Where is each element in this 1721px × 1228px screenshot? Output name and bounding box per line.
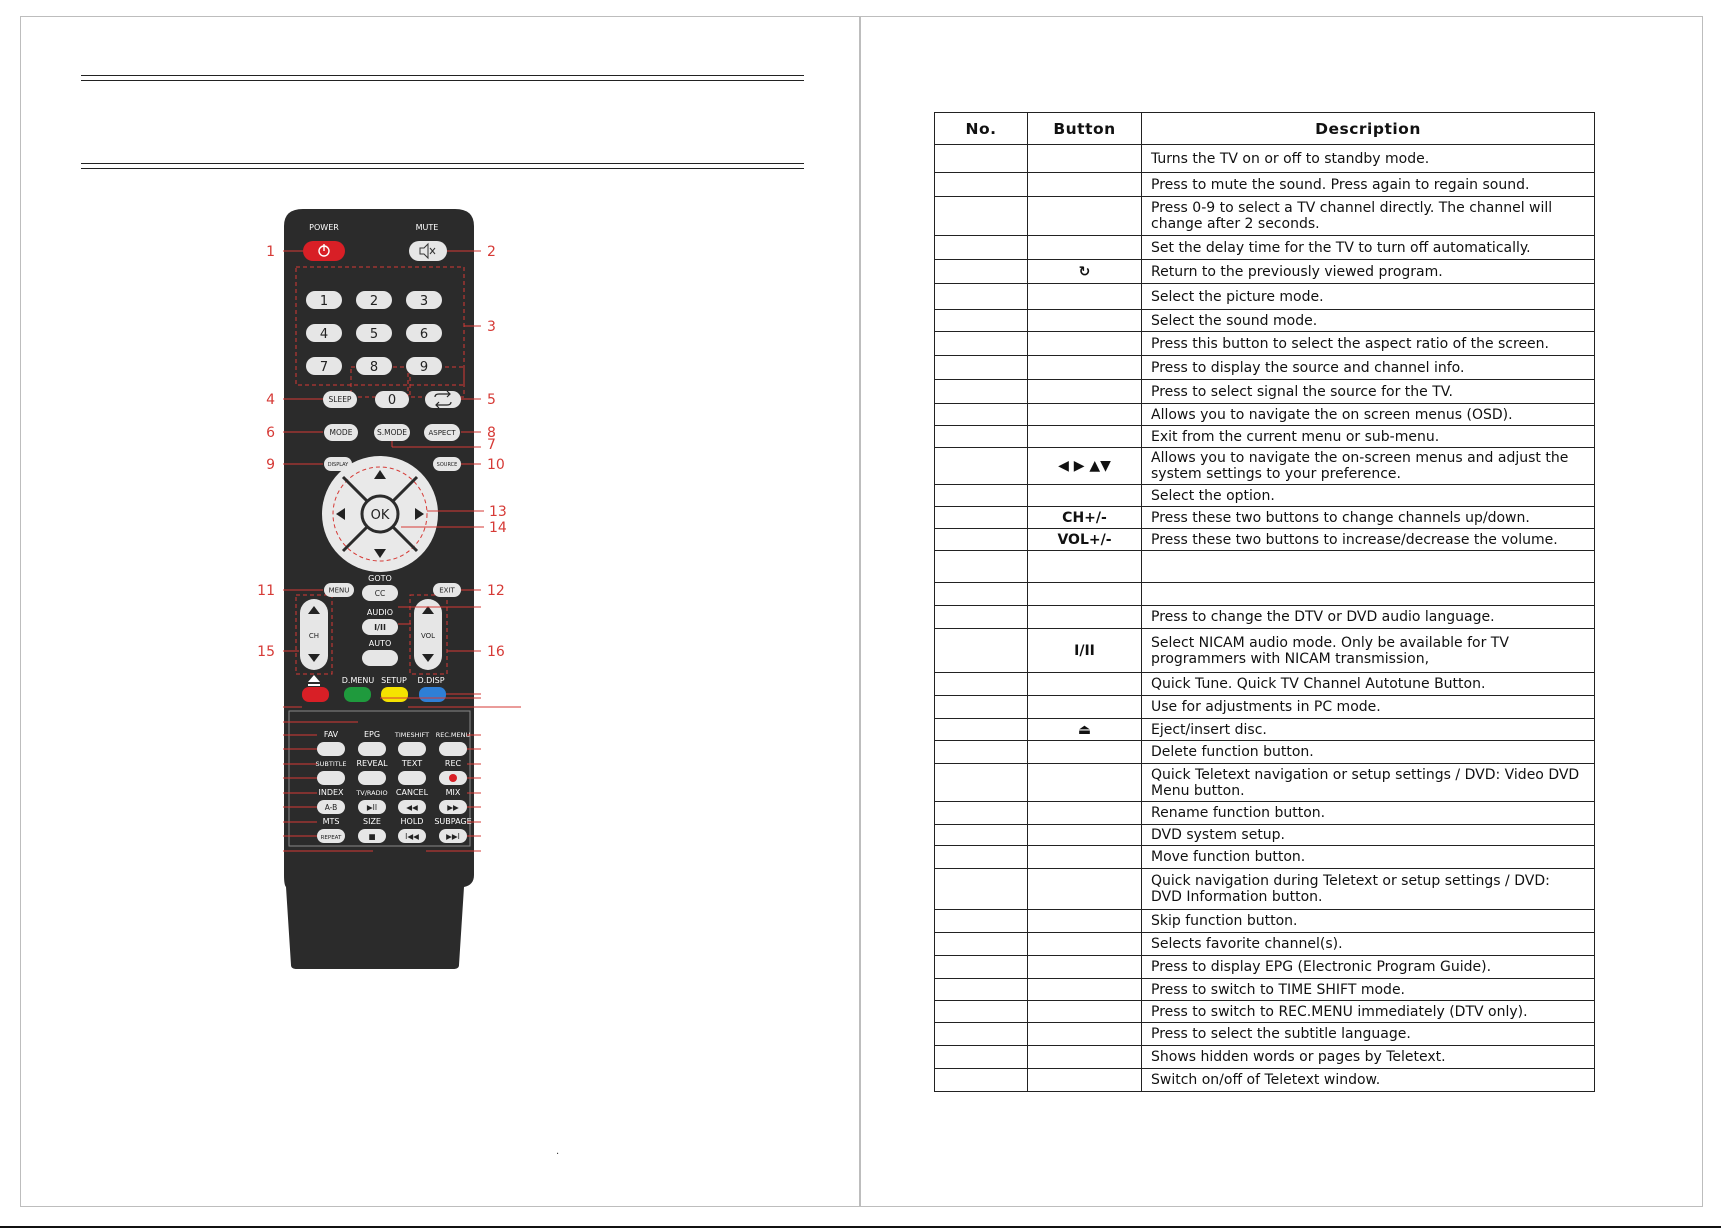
- row-number: [935, 404, 1028, 426]
- row-button: [1028, 1046, 1142, 1069]
- row-description: Press 0-9 to select a TV channel directly. The channel will change after 2 seconds.: [1142, 197, 1595, 236]
- grid-button[interactable]: [358, 742, 386, 756]
- table-row: [935, 426, 1595, 448]
- exit-button-label: EXIT: [439, 586, 455, 595]
- callout-number: 8: [487, 425, 496, 441]
- row-button: [1028, 145, 1142, 173]
- row-number: [935, 583, 1028, 606]
- callout-number: 11: [257, 583, 275, 599]
- row-number: [935, 1046, 1028, 1069]
- row-description: Skip function button.: [1142, 910, 1595, 933]
- grid-glyph: ▶▶I: [446, 832, 460, 841]
- callout-number: 10: [487, 457, 505, 473]
- mode-button-label: MODE: [329, 428, 353, 438]
- callout-number: 4: [266, 392, 275, 408]
- row-button: [1028, 869, 1142, 910]
- row-description: Press to select the subtitle language.: [1142, 1023, 1595, 1046]
- row-number: [935, 1069, 1028, 1092]
- row-number: [935, 802, 1028, 825]
- audio-label: AUDIO: [366, 608, 394, 617]
- callout-number: 15: [257, 644, 275, 660]
- row-number: [935, 485, 1028, 507]
- row-button: ◀ ▶ ▲▼: [1028, 448, 1142, 485]
- callout-number: 3: [487, 319, 496, 335]
- table-row: [935, 197, 1595, 236]
- table-row: [935, 404, 1595, 426]
- power-label: POWER: [309, 223, 339, 232]
- row-description: Move function button.: [1142, 846, 1595, 869]
- table-row: [935, 629, 1595, 673]
- row-number: [935, 825, 1028, 846]
- table-row: [935, 551, 1595, 583]
- row-button: [1028, 426, 1142, 448]
- row-button: [1028, 380, 1142, 404]
- row-button: [1028, 933, 1142, 956]
- table-row: [935, 802, 1595, 825]
- green-button: [344, 687, 371, 702]
- callout-number: 12: [487, 583, 505, 599]
- row-number: [935, 551, 1028, 583]
- row-button: [1028, 1001, 1142, 1023]
- row-number: [935, 741, 1028, 764]
- table-row: [935, 673, 1595, 696]
- callout-number: 14: [489, 520, 507, 536]
- table-row: [935, 764, 1595, 802]
- grid-label: TEXT: [401, 759, 423, 768]
- table-row: [935, 719, 1595, 741]
- row-description: Delete function button.: [1142, 741, 1595, 764]
- row-description: Switch on/off of Teletext window.: [1142, 1069, 1595, 1092]
- row-number: [935, 507, 1028, 529]
- grid-label: SUBPAGE: [434, 817, 472, 826]
- table-row: [935, 979, 1595, 1001]
- row-button: [1028, 846, 1142, 869]
- callout-number: 1: [266, 244, 275, 260]
- digit-label: 2: [369, 294, 379, 309]
- row-number: [935, 764, 1028, 802]
- table-row: [935, 1023, 1595, 1046]
- grid-button[interactable]: [439, 742, 467, 756]
- callout-number: 16: [487, 644, 505, 660]
- row-description: Use for adjustments in PC mode.: [1142, 696, 1595, 719]
- row-description: Select NICAM audio mode. Only be available for TV programmers with NICAM transmission,: [1142, 629, 1595, 673]
- row-description: Selects favorite channel(s).: [1142, 933, 1595, 956]
- grid-glyph: ▶II: [366, 803, 378, 812]
- row-button: [1028, 956, 1142, 979]
- digit-label: 6: [419, 327, 429, 342]
- grid-glyph: ▶▶: [447, 803, 459, 812]
- table-row: [935, 284, 1595, 310]
- sleep-button-label: SLEEP: [328, 395, 352, 405]
- row-number: [935, 197, 1028, 236]
- red-button: [302, 687, 329, 702]
- source-button-label: SOURCE: [436, 461, 458, 468]
- row-number: [935, 380, 1028, 404]
- button-description-table: [934, 112, 1595, 1092]
- grid-glyph: A-B: [324, 803, 338, 812]
- row-button: [1028, 310, 1142, 332]
- row-button: I/II: [1028, 629, 1142, 673]
- display-button-label: DISPLAY: [327, 461, 349, 468]
- grid-label: TV/RADIO: [356, 789, 388, 797]
- digit-label: 9: [419, 360, 429, 375]
- header-description: Description: [1142, 113, 1595, 145]
- row-button: [1028, 236, 1142, 260]
- row-number: [935, 356, 1028, 380]
- row-description: Turns the TV on or off to standby mode.: [1142, 145, 1595, 173]
- row-button: [1028, 356, 1142, 380]
- table-row: [935, 485, 1595, 507]
- ddisp-label: D.DISP: [417, 676, 445, 685]
- grid-label: EPG: [363, 730, 381, 739]
- row-description: Select the sound mode.: [1142, 310, 1595, 332]
- table-row: [935, 236, 1595, 260]
- row-button: [1028, 332, 1142, 356]
- setup-label: SETUP: [381, 676, 407, 685]
- table-row: [935, 846, 1595, 869]
- grid-glyph: ■: [368, 832, 376, 841]
- yellow-button: [381, 687, 408, 702]
- digit-label: 1: [319, 294, 329, 309]
- row-description: [1142, 583, 1595, 606]
- row-number: [935, 910, 1028, 933]
- callout-number: 9: [266, 457, 275, 473]
- row-description: Quick Tune. Quick TV Channel Autotune Button.: [1142, 673, 1595, 696]
- grid-glyph: ◀◀: [406, 803, 418, 812]
- row-description: Eject/insert disc.: [1142, 719, 1595, 741]
- row-number: [935, 426, 1028, 448]
- row-button: [1028, 979, 1142, 1001]
- table-row: [935, 741, 1595, 764]
- callout-number: 7: [487, 437, 496, 453]
- digit-button-0-label: 0: [387, 393, 397, 409]
- grid-label: REVEAL: [356, 759, 388, 768]
- grid-label: MIX: [445, 788, 461, 797]
- digit-label: 5: [369, 327, 379, 342]
- vol-label: VOL: [420, 632, 436, 640]
- auto-label: AUTO: [368, 639, 392, 648]
- ch-label: CH: [308, 632, 320, 640]
- table-row: [935, 1046, 1595, 1069]
- row-description: Shows hidden words or pages by Teletext.: [1142, 1046, 1595, 1069]
- row-button: [1028, 741, 1142, 764]
- row-description: Press to select signal the source for the TV.: [1142, 380, 1595, 404]
- row-number: [935, 529, 1028, 551]
- row-number: [935, 956, 1028, 979]
- row-description: Select the option.: [1142, 485, 1595, 507]
- table-row: [935, 145, 1595, 173]
- row-number: [935, 284, 1028, 310]
- callout-number: 2: [487, 244, 496, 260]
- row-description: Rename function button.: [1142, 802, 1595, 825]
- grid-button[interactable]: [317, 771, 345, 785]
- row-description: Quick Teletext navigation or setup settings / DVD: Video DVD Menu button.: [1142, 764, 1595, 802]
- header-no: No.: [935, 113, 1028, 145]
- row-description: Allows you to navigate the on screen menus (OSD).: [1142, 404, 1595, 426]
- callout-number: 5: [487, 392, 496, 408]
- row-number: [935, 173, 1028, 197]
- table-row: [935, 356, 1595, 380]
- row-button: [1028, 825, 1142, 846]
- table-row: [935, 956, 1595, 979]
- row-description: [1142, 551, 1595, 583]
- cc-label: CC: [374, 589, 386, 598]
- grid-label: MTS: [322, 817, 340, 826]
- row-number: [935, 606, 1028, 629]
- i-ii-label: I/II: [374, 623, 386, 632]
- row-number: [935, 979, 1028, 1001]
- callout-number: 13: [489, 504, 507, 520]
- smode-button-label: S.MODE: [376, 428, 408, 438]
- row-description: Press to switch to REC.MENU immediately (DTV only).: [1142, 1001, 1595, 1023]
- digit-label: 4: [319, 327, 329, 342]
- table-row: [935, 910, 1595, 933]
- row-description: Return to the previously viewed program.: [1142, 260, 1595, 284]
- table-row: [935, 332, 1595, 356]
- row-number: [935, 719, 1028, 741]
- row-description: Press to display EPG (Electronic Program Guide).: [1142, 956, 1595, 979]
- row-button: [1028, 551, 1142, 583]
- auto-button: [362, 650, 398, 666]
- row-button: ⏏: [1028, 719, 1142, 741]
- digit-label: 7: [319, 360, 329, 375]
- grid-label: SIZE: [363, 817, 381, 826]
- row-button: [1028, 1069, 1142, 1092]
- aspect-button-label: ASPECT: [428, 429, 456, 438]
- table-row: [935, 869, 1595, 910]
- row-description: Press to change the DTV or DVD audio language.: [1142, 606, 1595, 629]
- grid-label: REC.MENU: [435, 731, 471, 739]
- row-number: [935, 310, 1028, 332]
- grid-glyph: I◀◀: [405, 832, 419, 841]
- row-number: [935, 846, 1028, 869]
- table-row: [935, 1001, 1595, 1023]
- row-description: Allows you to navigate the on-screen menus and adjust the system settings to your preference.: [1142, 448, 1595, 485]
- row-number: [935, 1001, 1028, 1023]
- row-button: [1028, 1023, 1142, 1046]
- row-description: Exit from the current menu or sub-menu.: [1142, 426, 1595, 448]
- right-page: [860, 16, 1703, 1207]
- table-row: [935, 825, 1595, 846]
- row-description: Press to mute the sound. Press again to regain sound.: [1142, 173, 1595, 197]
- grid-button[interactable]: [398, 771, 426, 785]
- row-description: Select the picture mode.: [1142, 284, 1595, 310]
- row-button: [1028, 606, 1142, 629]
- grid-label: TIMESHIFT: [394, 731, 430, 739]
- row-button: [1028, 583, 1142, 606]
- row-number: [935, 145, 1028, 173]
- row-number: [935, 696, 1028, 719]
- table-row: [935, 448, 1595, 485]
- table-row: [935, 529, 1595, 551]
- row-number: [935, 933, 1028, 956]
- digit-label: 3: [419, 294, 429, 309]
- row-description: Press these two buttons to increase/decrease the volume.: [1142, 529, 1595, 551]
- grid-label: FAV: [323, 730, 339, 739]
- digit-label: 8: [369, 360, 379, 375]
- row-number: [935, 260, 1028, 284]
- goto-label: GOTO: [368, 574, 392, 583]
- mute-label: MUTE: [415, 223, 439, 232]
- grid-button[interactable]: [317, 742, 345, 756]
- menu-button-label: MENU: [328, 586, 350, 595]
- row-description: Press these two buttons to change channels up/down.: [1142, 507, 1595, 529]
- remote-control-figure: [21, 17, 861, 1208]
- header-button: Button: [1028, 113, 1142, 145]
- row-number: [935, 673, 1028, 696]
- table-row: [935, 507, 1595, 529]
- row-number: [935, 236, 1028, 260]
- table-row: [935, 696, 1595, 719]
- table-row: [935, 1069, 1595, 1092]
- callout-number: 6: [266, 425, 275, 441]
- row-button: [1028, 802, 1142, 825]
- row-button: CH+/-: [1028, 507, 1142, 529]
- row-description: Press to display the source and channel info.: [1142, 356, 1595, 380]
- table-row: [935, 260, 1595, 284]
- table-row: [935, 606, 1595, 629]
- row-button: [1028, 910, 1142, 933]
- grid-label: SUBTITLE: [315, 760, 347, 768]
- grid-button[interactable]: [358, 771, 386, 785]
- row-number: [935, 1023, 1028, 1046]
- row-button: [1028, 696, 1142, 719]
- row-button: [1028, 284, 1142, 310]
- footer-dot: .: [556, 1146, 560, 1157]
- grid-button[interactable]: [398, 742, 426, 756]
- row-description: Set the delay time for the TV to turn off automatically.: [1142, 236, 1595, 260]
- grid-label: INDEX: [318, 788, 344, 797]
- row-button: [1028, 673, 1142, 696]
- row-button: [1028, 404, 1142, 426]
- table-row: [935, 583, 1595, 606]
- row-description: Quick navigation during Teletext or setup settings / DVD: DVD Information button.: [1142, 869, 1595, 910]
- row-description: DVD system setup.: [1142, 825, 1595, 846]
- blue-button: [419, 687, 446, 702]
- grid-label: HOLD: [400, 817, 424, 826]
- ok-label: OK: [370, 508, 390, 523]
- row-number: [935, 869, 1028, 910]
- row-button: ↻: [1028, 260, 1142, 284]
- table-row: [935, 380, 1595, 404]
- grid-label: REC: [444, 759, 462, 768]
- table-row: [935, 173, 1595, 197]
- row-number: [935, 448, 1028, 485]
- table-row: [935, 310, 1595, 332]
- row-button: VOL+/-: [1028, 529, 1142, 551]
- grid-label: CANCEL: [395, 788, 429, 797]
- row-number: [935, 629, 1028, 673]
- digit-buttons: [306, 291, 442, 375]
- grid-glyph: REPEAT: [320, 835, 342, 841]
- row-button: [1028, 764, 1142, 802]
- table-row: [935, 933, 1595, 956]
- row-number: [935, 332, 1028, 356]
- row-button: [1028, 197, 1142, 236]
- row-button: [1028, 485, 1142, 507]
- rec-dot-icon: [449, 774, 457, 782]
- row-description: Press this button to select the aspect ratio of the screen.: [1142, 332, 1595, 356]
- row-button: [1028, 173, 1142, 197]
- left-page: [20, 16, 860, 1207]
- row-description: Press to switch to TIME SHIFT mode.: [1142, 979, 1595, 1001]
- dmenu-label: D.MENU: [341, 676, 375, 685]
